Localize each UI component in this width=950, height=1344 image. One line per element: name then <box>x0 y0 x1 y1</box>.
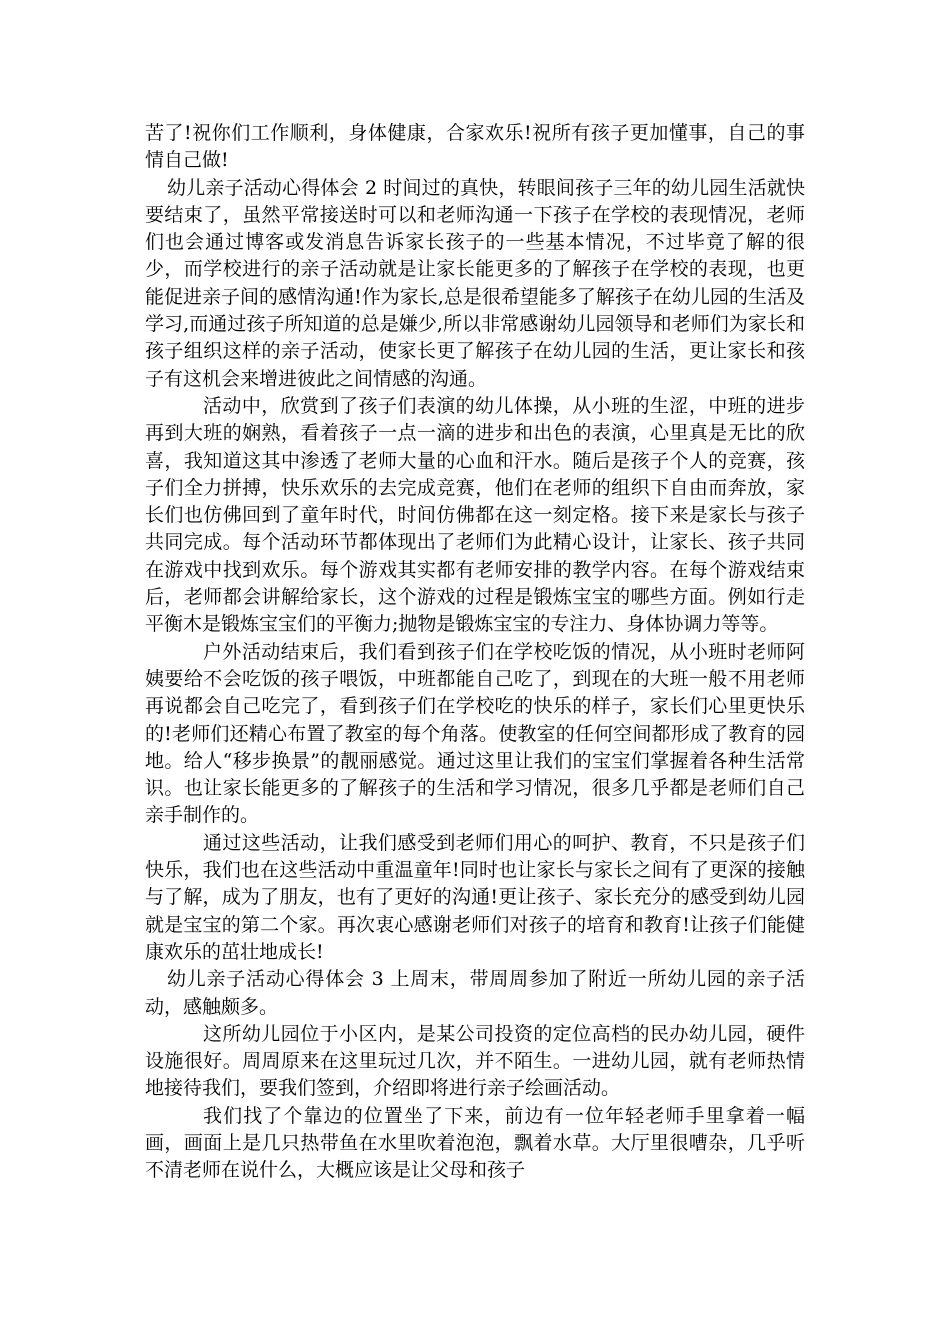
paragraph-4: 户外活动结束后，我们看到孩子们在学校吃饭的情况，从小班时老师阿姨要给不会吃饭的孩子喂饭，中班都能自己吃了，到现在的大班一般不用老师再说都会自己吃完了，看到孩子们在学校吃的快乐的样子，家长们心里更快乐的!老师们还精心布置了教室的每个角落。使教室的任何空间都形成了教育的园地。给人“移步换景”的靓丽感觉。通过这里让我们的宝宝们掌握着各种生活常识。也让家长能更多的了解孩子的生活和学习情况，很多几乎都是老师们自己亲手制作的。 <box>145 640 805 827</box>
document-page <box>145 120 805 1185</box>
paragraph-3: 活动中，欣赏到了孩子们表演的幼儿体操，从小班的生涩，中班的进步再到大班的娴熟，看着孩子一点一滴的进步和出色的表演，心里真是无比的欣喜，我知道这其中渗透了老师大量的心血和汗水。随后是孩子个人的竞赛，孩子们全力拼搏，快乐欢乐的去完成竞赛，他们在老师的组织下自由而奔放，家长们也仿佛回到了童年时代，时间仿佛都在这一刻定格。接下来是家长与孩子共同完成。每个活动环节都体现出了老师们为此精心设计，让家长、孩子共同在游戏中找到欢乐。每个游戏其实都有老师安排的教学内容。在每个游戏结束后，老师都会讲解给家长，这个游戏的过程是锻炼宝宝的哪些方面。例如行走平衡木是锻炼宝宝们的平衡力;抛物是锻炼宝宝的专注力、身体协调力等等。 <box>145 394 805 636</box>
paragraph-1: 苦了!祝你们工作顺利，身体健康，合家欢乐!祝所有孩子更加懂事，自己的事情自己做! <box>145 122 805 172</box>
paragraph-6: 幼儿亲子活动心得体会 3 上周末，带周周参加了附近一所幼儿园的亲子活动，感触颇多。 <box>145 968 805 1018</box>
paragraph-8: 我们找了个靠边的位置坐了下来，前边有一位年轻老师手里拿着一幅画，画面上是几只热带鱼在水里吹着泡泡，飘着水草。大厅里很嘈杂，几乎听不清老师在说什么，大概应该是让父母和孩子 <box>145 1104 805 1182</box>
paragraph-7: 这所幼儿园位于小区内，是某公司投资的定位高档的民办幼儿园，硬件设施很好。周周原来在这里玩过几次，并不陌生。一进幼儿园，就有老师热情地接待我们，要我们签到，介绍即将进行亲子绘画活动。 <box>145 1022 805 1100</box>
paragraph-2: 幼儿亲子活动心得体会 2 时间过的真快，转眼间孩子三年的幼儿园生活就快要结束了，虽然平常接送时可以和老师沟通一下孩子在学校的表现情况，老师们也会通过博客或发消息告诉家长孩子的一些基本情况，不过毕竟了解的很少，而学校进行的亲子活动就是让家长能更多的了解孩子在学校的表现，也更能促进亲子间的感情沟通!作为家长,总是很希望能多了解孩子在幼儿园的生活及学习,而通过孩子所知道的总是嫌少,所以非常感谢幼儿园领导和老师们为家长和孩子组织这样的亲子活动，使家长更了解孩子在幼儿园的生活，更让家长和孩子有这机会来增进彼此之间情感的沟通。 <box>145 176 805 390</box>
paragraph-5: 通过这些活动，让我们感受到老师们用心的呵护、教育，不只是孩子们快乐，我们也在这些活动中重温童年!同时也让家长与家长之间有了更深的接触与了解，成为了朋友，也有了更好的沟通!更让孩子、家长充分的感受到幼儿园就是宝宝的第二个家。再次衷心感谢老师们对孩子的培育和教育!让孩子们能健康欢乐的茁壮地成长! <box>145 831 805 963</box>
